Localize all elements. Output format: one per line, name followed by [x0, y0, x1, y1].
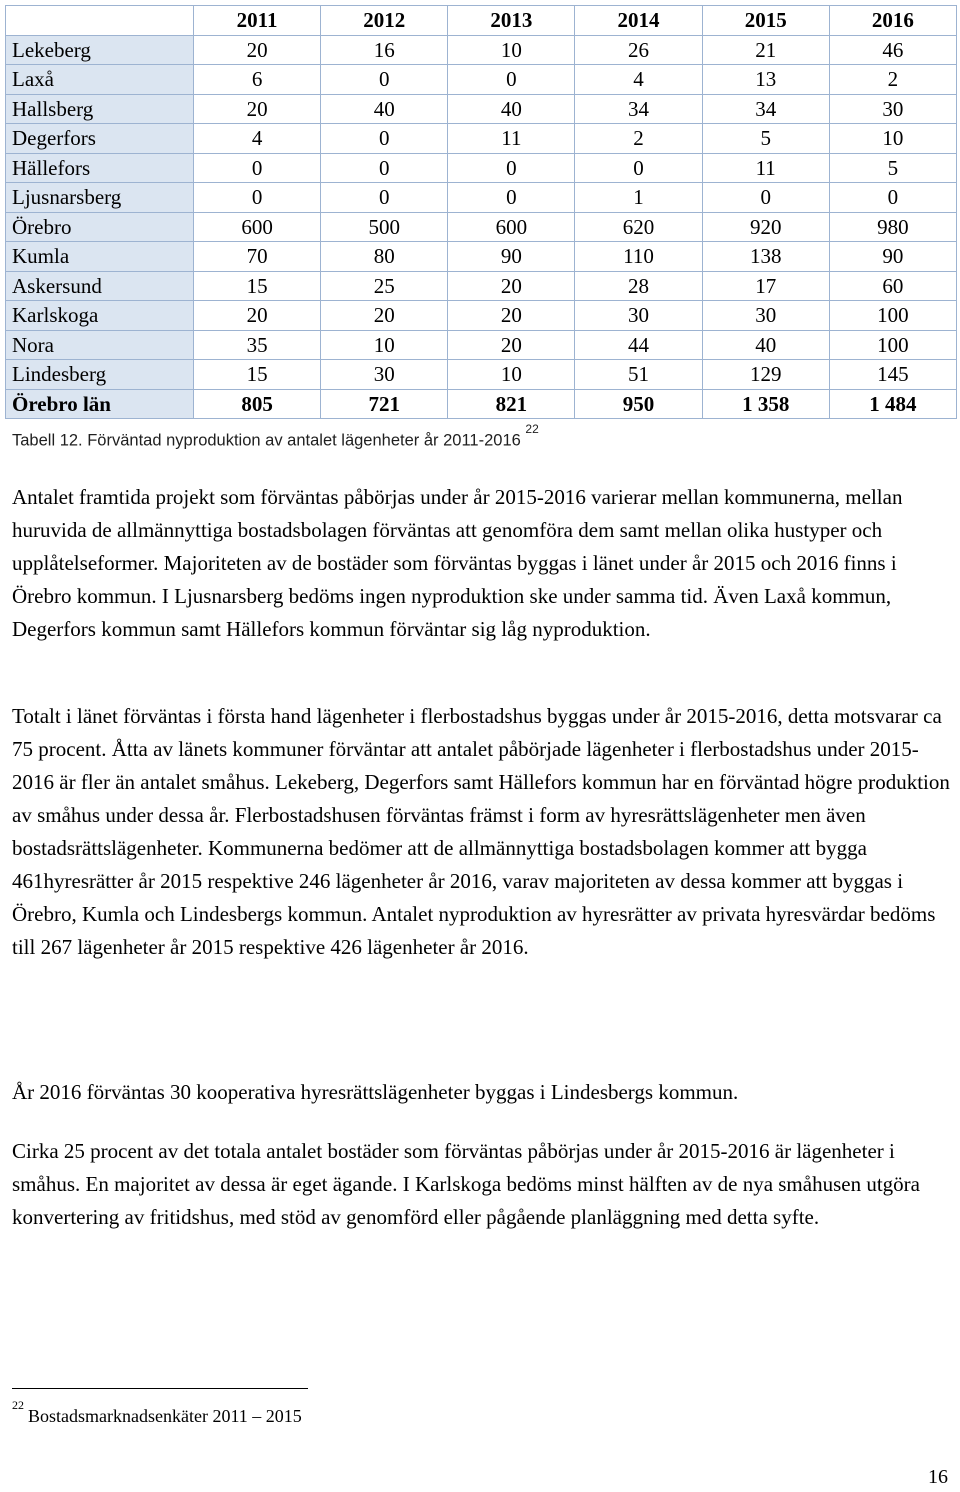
- value-cell: 600: [194, 212, 321, 242]
- table-total-row: [6, 389, 957, 419]
- table-header-cell: 2013: [448, 6, 575, 36]
- value-cell: 90: [448, 242, 575, 272]
- table-row: [6, 183, 957, 213]
- value-cell: 51: [575, 360, 702, 390]
- value-cell: 0: [829, 183, 956, 213]
- municipality-cell: Lekeberg: [6, 35, 194, 65]
- value-cell: 100: [829, 301, 956, 331]
- value-cell: 20: [194, 35, 321, 65]
- value-cell: 821: [448, 389, 575, 419]
- value-cell: 0: [321, 65, 448, 95]
- caption-text: Tabell 12. Förväntad nyproduktion av antalet lägenheter år 2011-2016: [12, 431, 526, 450]
- value-cell: 17: [702, 271, 829, 301]
- municipality-cell: Lindesberg: [6, 360, 194, 390]
- value-cell: 44: [575, 330, 702, 360]
- municipality-cell: Hällefors: [6, 153, 194, 183]
- value-cell: 80: [321, 242, 448, 272]
- value-cell: 10: [448, 360, 575, 390]
- table-header-cell: 2016: [829, 6, 956, 36]
- page-number: 16: [928, 1466, 948, 1488]
- table-row: [6, 301, 957, 331]
- value-cell: 28: [575, 271, 702, 301]
- value-cell: 10: [829, 124, 956, 154]
- value-cell: 950: [575, 389, 702, 419]
- municipality-cell: Örebro: [6, 212, 194, 242]
- value-cell: 15: [194, 360, 321, 390]
- municipality-cell: Hallsberg: [6, 94, 194, 124]
- value-cell: 721: [321, 389, 448, 419]
- value-cell: 145: [829, 360, 956, 390]
- value-cell: 10: [448, 35, 575, 65]
- value-cell: 30: [575, 301, 702, 331]
- table-row: [6, 360, 957, 390]
- value-cell: 2: [575, 124, 702, 154]
- value-cell: 21: [702, 35, 829, 65]
- table-row: [6, 94, 957, 124]
- value-cell: 35: [194, 330, 321, 360]
- value-cell: 129: [702, 360, 829, 390]
- paragraph: Antalet framtida projekt som förväntas påbörjas under år 2015-2016 varierar mellan kommunerna, mellan huruvida de allmännyttiga bostadsbolagen förväntas att genomföra dem samt mellan olika hustyper och upplåtelseformer. Majoriteten av de bostäder som förväntas byggas i länet under år 2015 och 2016 finns i Örebro kommun. I Ljusnarsberg bedöms ingen nyproduktion ske under samma tid. Även Laxå kommun, Degerfors kommun samt Hällefors kommun förväntar sig låg nyproduktion.: [12, 485, 903, 641]
- value-cell: 90: [829, 242, 956, 272]
- table-row: [6, 65, 957, 95]
- value-cell: 20: [194, 94, 321, 124]
- paragraph: År 2016 förväntas 30 kooperativa hyresrättslägenheter byggas i Lindesbergs kommun.: [12, 1080, 739, 1104]
- value-cell: 15: [194, 271, 321, 301]
- value-cell: 500: [321, 212, 448, 242]
- table-header-cell: 2014: [575, 6, 702, 36]
- value-cell: 1 358: [702, 389, 829, 419]
- value-cell: 5: [829, 153, 956, 183]
- value-cell: 100: [829, 330, 956, 360]
- footnote-ref: 22: [12, 1398, 24, 1412]
- value-cell: 5: [702, 124, 829, 154]
- value-cell: 0: [702, 183, 829, 213]
- municipality-cell: Askersund: [6, 271, 194, 301]
- value-cell: 16: [321, 35, 448, 65]
- caption-footnote-ref: 22: [525, 422, 539, 436]
- value-cell: 25: [321, 271, 448, 301]
- table-body: [6, 35, 957, 419]
- table-caption: [12, 422, 539, 451]
- value-cell: 1 484: [829, 389, 956, 419]
- value-cell: 805: [194, 389, 321, 419]
- value-cell: 40: [702, 330, 829, 360]
- table-row: [6, 124, 957, 154]
- value-cell: 4: [194, 124, 321, 154]
- footnote-text: Bostadsmarknadsenkäter 2011 – 2015: [28, 1406, 302, 1426]
- table-row: [6, 212, 957, 242]
- municipality-cell: Laxå: [6, 65, 194, 95]
- footnote: [12, 1398, 302, 1427]
- value-cell: 70: [194, 242, 321, 272]
- value-cell: 920: [702, 212, 829, 242]
- value-cell: 0: [448, 65, 575, 95]
- value-cell: 0: [194, 183, 321, 213]
- value-cell: 0: [448, 153, 575, 183]
- value-cell: 1: [575, 183, 702, 213]
- value-cell: 20: [448, 301, 575, 331]
- value-cell: 0: [448, 183, 575, 213]
- table-header-cell: 2012: [321, 6, 448, 36]
- housing-production-table: [5, 5, 957, 419]
- table-row: [6, 153, 957, 183]
- municipality-cell: Nora: [6, 330, 194, 360]
- value-cell: 6: [194, 65, 321, 95]
- value-cell: 20: [448, 330, 575, 360]
- value-cell: 0: [321, 183, 448, 213]
- value-cell: 26: [575, 35, 702, 65]
- value-cell: 13: [702, 65, 829, 95]
- value-cell: 11: [448, 124, 575, 154]
- table-row: [6, 330, 957, 360]
- municipality-cell: Karlskoga: [6, 301, 194, 331]
- value-cell: 600: [448, 212, 575, 242]
- value-cell: 4: [575, 65, 702, 95]
- value-cell: 46: [829, 35, 956, 65]
- value-cell: 2: [829, 65, 956, 95]
- table-header-cell: [6, 6, 194, 36]
- value-cell: 20: [194, 301, 321, 331]
- value-cell: 30: [321, 360, 448, 390]
- table-header-cell: 2015: [702, 6, 829, 36]
- paragraph: Cirka 25 procent av det totala antalet bostäder som förväntas påbörjas under år 2015-2016 är lägenheter i småhus. En majoritet av dessa är eget ägande. I Karlskoga bedöms minst hälften av de nya småhusen utgöra konvertering av fritidshus, med stöd av genomförd eller pågående planläggning med detta syfte.: [12, 1139, 920, 1229]
- value-cell: 0: [321, 153, 448, 183]
- value-cell: 980: [829, 212, 956, 242]
- value-cell: 110: [575, 242, 702, 272]
- value-cell: 0: [321, 124, 448, 154]
- table-header-row: [6, 6, 957, 36]
- value-cell: 620: [575, 212, 702, 242]
- footnote-separator: [12, 1388, 308, 1389]
- value-cell: 0: [194, 153, 321, 183]
- municipality-cell: Kumla: [6, 242, 194, 272]
- municipality-cell: Örebro län: [6, 389, 194, 419]
- value-cell: 30: [829, 94, 956, 124]
- value-cell: 20: [321, 301, 448, 331]
- municipality-cell: Degerfors: [6, 124, 194, 154]
- value-cell: 0: [575, 153, 702, 183]
- paragraph: Totalt i länet förväntas i första hand lägenheter i flerbostadshus byggas under år 2015-2016, detta motsvarar ca 75 procent. Åtta av länets kommuner förväntar att antalet påbörjade lägenheter i flerbostadshus under 2015-2016 är fler än antalet småhus. Lekeberg, Degerfors samt Hällefors kommun har en förväntad högre produktion av småhus under dessa år. Flerbostadshusen förväntas främst i form av hyresrättslägenheter men även bostadsrättslägenheter. Kommunerna bedömer att de allmännyttiga bostadsbolagen kommer att bygga 461hyresrätter år 2015 respektive 246 lägenheter år 2016, varav majoriteten av dessa kommer att byggas i Örebro, Kumla och Lindesbergs kommun. Antalet nyproduktion av hyresrätter av privata hyresvärdar bedöms till 267 lägenheter år 2015 respektive 426 lägenheter år 2016.: [12, 704, 950, 959]
- value-cell: 11: [702, 153, 829, 183]
- value-cell: 60: [829, 271, 956, 301]
- municipality-cell: Ljusnarsberg: [6, 183, 194, 213]
- value-cell: 40: [321, 94, 448, 124]
- value-cell: 34: [575, 94, 702, 124]
- table-row: [6, 35, 957, 65]
- table-row: [6, 271, 957, 301]
- value-cell: 10: [321, 330, 448, 360]
- table-row: [6, 242, 957, 272]
- value-cell: 30: [702, 301, 829, 331]
- value-cell: 138: [702, 242, 829, 272]
- table-header-cell: 2011: [194, 6, 321, 36]
- value-cell: 20: [448, 271, 575, 301]
- value-cell: 34: [702, 94, 829, 124]
- value-cell: 40: [448, 94, 575, 124]
